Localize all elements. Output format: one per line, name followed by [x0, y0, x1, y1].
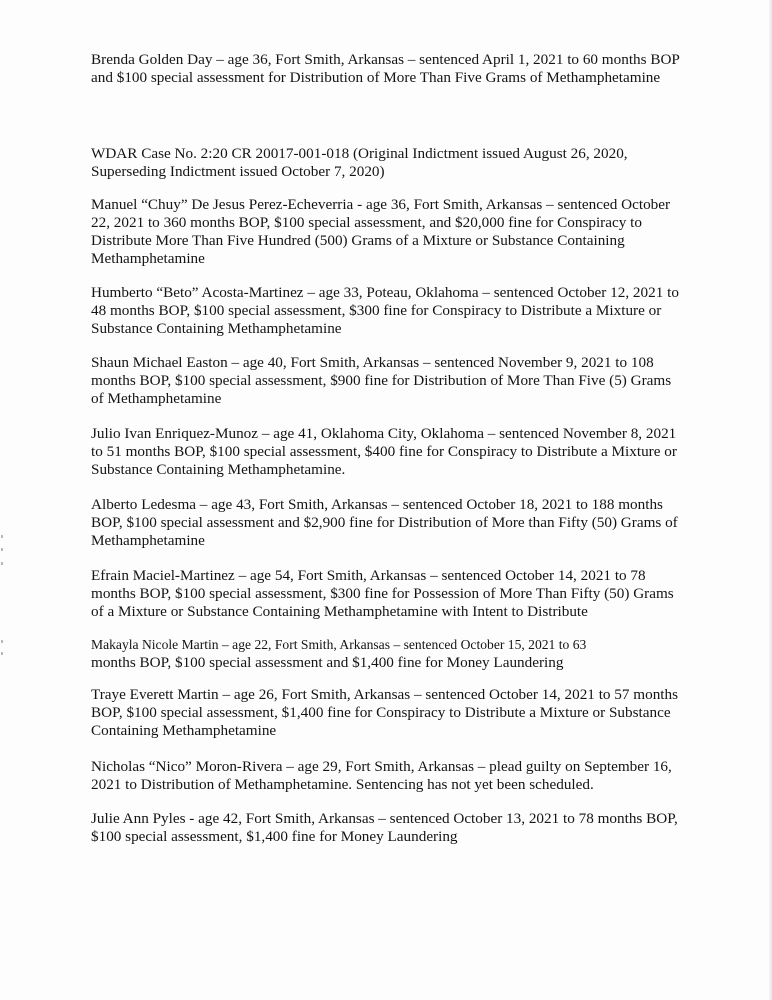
- entry-line: Julio Ivan Enriquez-Munoz – age 41, Oklahoma City, Oklahoma – sentenced November 8, 2021: [91, 425, 677, 442]
- entry-acosta-martinez: [91, 284, 691, 338]
- entry-line: Alberto Ledesma – age 43, Fort Smith, Arkansas – sentenced October 18, 2021 to 188 months: [91, 496, 663, 513]
- scan-speck: [1, 548, 3, 551]
- entry-line: Efrain Maciel-Martinez – age 54, Fort Smith, Arkansas – sentenced October 14, 2021 to 78: [91, 567, 646, 584]
- entry-line: BOP, $100 special assessment, $1,400 fine for Conspiracy to Distribute a Mixture or Substance: [91, 704, 671, 721]
- entry-line: Substance Containing Methamphetamine.: [91, 461, 346, 478]
- entry-line: Julie Ann Pyles - age 42, Fort Smith, Arkansas – sentenced October 13, 2021 to 78 months BOP,: [91, 810, 678, 827]
- entry-makayla-martin: [91, 636, 691, 672]
- entry-line: Methamphetamine: [91, 250, 205, 267]
- entry-enriquez-munoz: [91, 425, 691, 479]
- entry-line: and $100 special assessment for Distribution of More Than Five Grams of Methamphetamine: [91, 69, 661, 86]
- entry-line: Makayla Nicole Martin – age 22, Fort Smith, Arkansas – sentenced October 15, 2021 to 63: [91, 637, 587, 652]
- entry-line: 2021 to Distribution of Methamphetamine. Sentencing has not yet been scheduled.: [91, 776, 594, 793]
- entry-traye-martin: [91, 686, 691, 740]
- entry-line: $100 special assessment, $1,400 fine for Money Laundering: [91, 828, 458, 845]
- entry-perez-echeverria: [91, 196, 691, 268]
- entry-line: of a Mixture or Substance Containing Methamphetamine with Intent to Distribute: [91, 603, 588, 620]
- entry-line: Superseding Indictment issued October 7, 2020): [91, 163, 385, 180]
- scan-speck: [1, 535, 3, 538]
- entry-ledesma: [91, 496, 691, 550]
- entry-line: Traye Everett Martin – age 26, Fort Smith, Arkansas – sentenced October 14, 2021 to 57 months: [91, 686, 679, 703]
- scan-speck: [1, 562, 3, 565]
- entry-line: Manuel “Chuy” De Jesus Perez-Echeverria - age 36, Fort Smith, Arkansas – sentenced October: [91, 196, 671, 213]
- entry-line: Methamphetamine: [91, 532, 205, 549]
- entry-line: to 51 months BOP, $100 special assessment, $400 fine for Conspiracy to Distribute a Mixture or: [91, 443, 677, 460]
- entry-line: Containing Methamphetamine: [91, 722, 277, 739]
- entry-line: WDAR Case No. 2:20 CR 20017-001-018 (Original Indictment issued August 26, 2020,: [91, 145, 628, 162]
- entry-line: Substance Containing Methamphetamine: [91, 320, 342, 337]
- entry-line: of Methamphetamine: [91, 390, 222, 407]
- entry-line: months BOP, $100 special assessment, $300 fine for Possession of More Than Fifty (50) Grams: [91, 585, 674, 602]
- entry-pyles: [91, 810, 691, 846]
- entry-line: 48 months BOP, $100 special assessment, $300 fine for Conspiracy to Distribute a Mixture or: [91, 302, 662, 319]
- entry-line: Humberto “Beto” Acosta-Martinez – age 33, Poteau, Oklahoma – sentenced October 12, 2021 to: [91, 284, 679, 301]
- entry-line: Distribute More Than Five Hundred (500) Grams of a Mixture or Substance Containing: [91, 232, 625, 249]
- entry-line: 22, 2021 to 360 months BOP, $100 special assessment, and $20,000 fine for Conspiracy to: [91, 214, 642, 231]
- entry-line: Brenda Golden Day – age 36, Fort Smith, Arkansas – sentenced April 1, 2021 to 60 months BOP: [91, 51, 680, 68]
- entry-maciel-martinez: [91, 567, 691, 621]
- entry-line: months BOP, $100 special assessment, $900 fine for Distribution of More Than Five (5) Grams: [91, 372, 672, 389]
- entry-line: Nicholas “Nico” Moron-Rivera – age 29, Fort Smith, Arkansas – plead guilty on September 16,: [91, 758, 672, 775]
- entry-easton: [91, 354, 691, 408]
- entry-moron-rivera: [91, 758, 691, 794]
- entry-line: Shaun Michael Easton – age 40, Fort Smith, Arkansas – sentenced November 9, 2021 to 108: [91, 354, 654, 371]
- case-number-heading: [91, 145, 691, 181]
- entry-brenda-golden-day: [91, 51, 691, 87]
- entry-line: BOP, $100 special assessment and $2,900 fine for Distribution of More than Fifty (50) Grams of: [91, 514, 678, 531]
- scan-speck: [1, 652, 3, 655]
- entry-line: months BOP, $100 special assessment and $1,400 fine for Money Laundering: [91, 654, 564, 671]
- scan-speck: [1, 640, 3, 643]
